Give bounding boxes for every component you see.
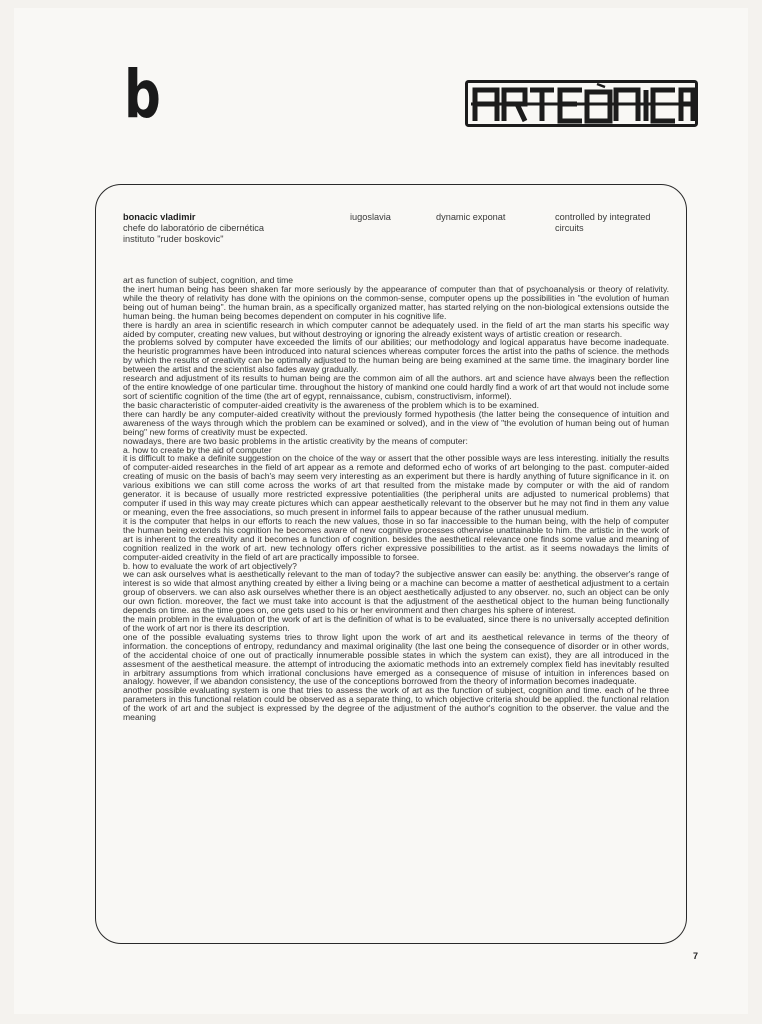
essay-subheading-b: b. how to evaluate the work of art objectively? [123, 560, 297, 571]
arteonica-logo [465, 80, 698, 127]
essay-paragraph: the inert human being has been shaken far more seriously by the appearance of computer than that of psychoanalysis or theory of relativity. while the theory of relativity has done with the opinions on the common-sense, computer opens up the possibilities in "the evolution of human being out of human being". the human brain, as a specifically organized matter, has started relying on the non-biological extensions outside the human being. the human being becomes dependent on computer in his cognitive life. [123, 283, 669, 321]
essay-paragraph: nowadays, there are two basic problems in the artistic creativity by the means of computer: [123, 435, 468, 446]
author-block [123, 212, 264, 245]
essay-paragraph: one of the possible evaluating systems tries to throw light upon the work of art and its aesthetical relevance in terms of the theory of information. the conceptions of entropy, redundancy and maximal originality (the last one being the consequence of disorder or in other words, of the accidental choice of one out of practically innumerable possible states in which the system can exist), they are all introduced in the assesment of the aesthetical measure. the attempt of introducing the axiomatic methods into an extremely complex field has inevitably resulted in arbitrary assumptions from which irrational conclusions have emerged as a consequence of misuse of intuition in inferences based on analogy. however, if we abandon consistency, the use of the conceptions borrowed from the theory of information becomes inadequate. [123, 631, 669, 687]
essay-paragraph: the main problem in the evaluation of the work of art is the definition of what is to be evaluated, since there is no universally accepted definition of the work of art nor is there its description. [123, 614, 669, 633]
work-title: dynamic exponat [436, 212, 506, 222]
essay-paragraph: we can ask ourselves what is aesthetically relevant to the man of today? the subjective answer can easily be: anything. the observer's range of interest is so wide that almost anything created by either a living being or a machine can become a matter of aesthetical adjustment to a certain group of observers. we can also ask ourselves whether there is an object aesthetically adjusted to any observer. no, such an object can be only our own fiction. moreover, the fact we must take into account is that the adjustment of the aesthetical object to the human being functionally depends on time. as the time goes on, one gets used to his or her environment and then charges his sphere of interest. [123, 569, 669, 616]
essay-paragraph: another possible evaluating system is one that tries to assess the work of art as the function of subject, cognition and time. each of he three parameters in this functional relation could be observed as a separate thing, to which objective criteria should be applied. the functional relation of the work of art and the subject is expressed by the degree of the adjustment of the author's cognition to the observer. the value and the meaning [123, 685, 669, 723]
essay-paragraph: there can hardly be any computer-aided creativity without the previously formed hypothesis (the latter being the consequence of intuition and awareness of the ways through which the problem can be examined or solved), and in the view of "the evolution of human being out of human being" new forms of creativity must be expected. [123, 408, 669, 437]
essay-heading: art as function of subject, cognition, and time [123, 276, 294, 285]
author-name: bonacic vladimir [123, 212, 196, 222]
essay-paragraph: there is hardly an area in scientific research in which computer cannot be adequately used. in the field of art the man starts his specific way aided by computer, creating new values, but without destroying or ignoring the already existent ways of artistic creation or research. [123, 319, 669, 339]
section-letter: b [124, 56, 160, 133]
author-position: chefe do laboratório de cibernética [123, 223, 264, 233]
page-number: 7 [693, 951, 699, 961]
author-country: iugoslavia [350, 212, 391, 222]
work-technique: controlled by integrated circuits [555, 212, 651, 233]
essay-paragraph: the basic characteristic of computer-aided creativity is the awareness of the problem which is to be examined. [123, 399, 540, 410]
essay-body [123, 276, 669, 906]
essay-paragraph: research and adjustment of its results to human being are the common aim of all the authors. art and science have always been the reflection of the entire knowledge of one particular time. throughout the history of mankind one could hardly find a work of art that would not include some sort of scientific cognition of the time (the art of egypt, rennaissance, cubism, constructivism, informel). [123, 373, 669, 401]
essay-paragraph: the problems solved by computer have exceeded the limits of our abilities; our methodology and logical apparatus have become inadequate. the heuristic programmes have been introduced into natural sciences whereas computer forces the artist into the paths of science. the methods by which the results of creativity can be optimally adjusted to the human being are being examined at the same time. the imaginary border line between the artist and the scientist also fades away gradually. [123, 337, 669, 375]
essay-subheading-a: a. how to create by the aid of computer [123, 444, 272, 455]
essay-paragraph: it is the computer that helps in our efforts to reach the new values, those in so far inaccessible to the human being, with the help of computer the human being extends his cognition he becomes aware of new cognitive processes otherwise unattainable to him. the artistic in the work of art is inherent to the creativity and it becomes a function of cognition. besides the aesthetical relevance one finds some value and meaning of cognition realized in the work of art. new technology offers richer expressive possibilities to the artist. as it seems nowadays the limits of computer-aided creativity in the field of art are practically impossible to forsee. [123, 515, 669, 562]
author-institute: instituto "ruder boskovic" [123, 234, 224, 244]
essay-paragraph: it is difficult to make a definite suggestion on the choice of the way or assert that the other possible ways are less interesting. initially the results of computer-aided researches in the field of art appear as a remote and deformed echo of works of art belonging to the past. computer-aided creating of music on the basis of bach's may seem very interesting as an experiment but there is hardly anything of future significance in it. on various exibitions we can still come across the works of art that resulted from the mistake made by computer or with the aid of random generator. it is because of usually more restricted expressive potentialities (the peripheral units are adjusted to numerical problems) that computer if used in this way may create pictures which can appear aesthetically relevant to the observer but he may not find in them any value or meaning, even the free associations, so much present in informel fails to appear because of the rather unusual medium. [123, 453, 669, 517]
